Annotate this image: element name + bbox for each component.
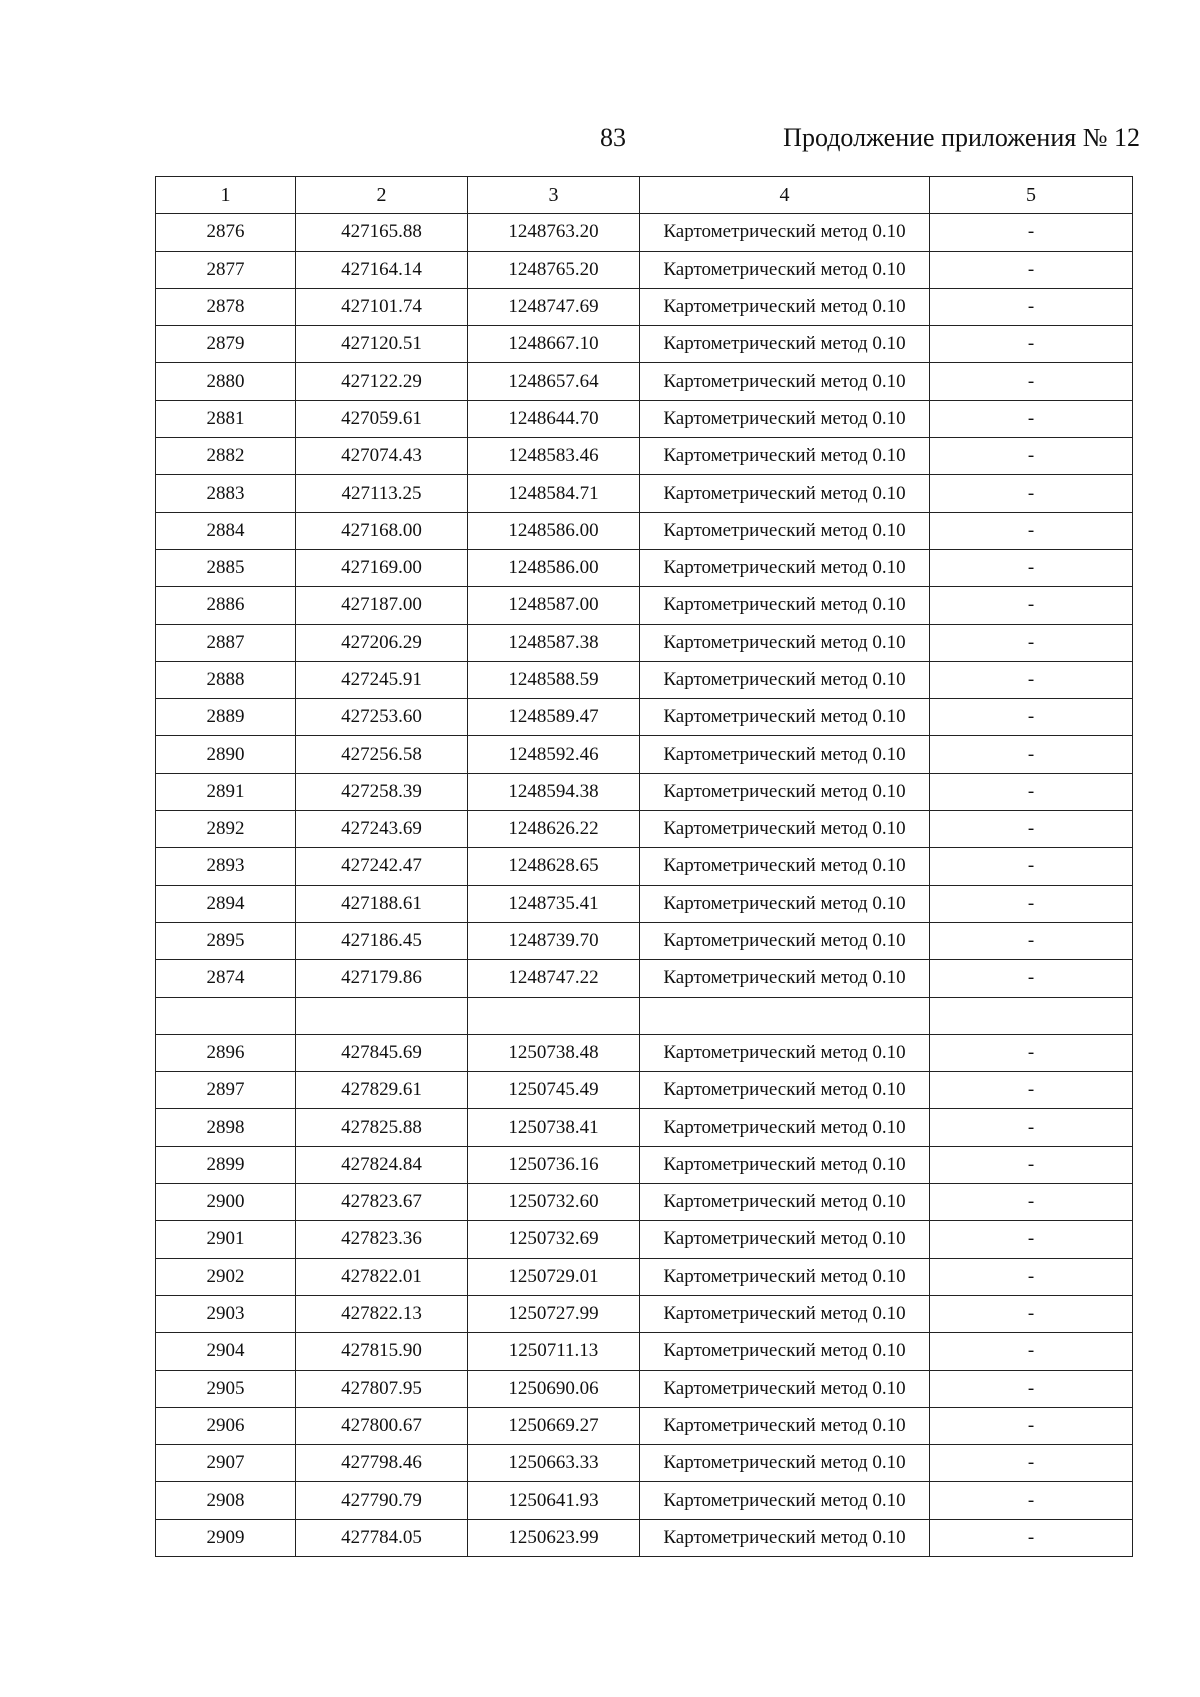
coordinate-y: 1250732.69 [468, 1221, 640, 1258]
method-accuracy: Картометрический метод 0.10 [640, 922, 930, 959]
separator-row [156, 997, 1133, 1034]
coordinate-y: 1250641.93 [468, 1482, 640, 1519]
point-number: 2895 [156, 922, 296, 959]
table-row [156, 1072, 1133, 1109]
table-row [156, 661, 1133, 698]
coordinate-y: 1250669.27 [468, 1407, 640, 1444]
empty-cell [640, 997, 930, 1034]
coordinate-x: 427256.58 [296, 736, 468, 773]
point-number: 2880 [156, 363, 296, 400]
description: - [930, 624, 1133, 661]
point-number: 2906 [156, 1407, 296, 1444]
empty-cell [468, 997, 640, 1034]
coordinate-x: 427823.36 [296, 1221, 468, 1258]
coordinate-y: 1248586.00 [468, 512, 640, 549]
coordinate-y: 1248588.59 [468, 661, 640, 698]
point-number: 2904 [156, 1333, 296, 1370]
method-accuracy: Картометрический метод 0.10 [640, 1445, 930, 1482]
description: - [930, 922, 1133, 959]
table-row [156, 400, 1133, 437]
coordinate-y: 1248765.20 [468, 251, 640, 288]
coordinate-y: 1248589.47 [468, 699, 640, 736]
point-number: 2909 [156, 1519, 296, 1556]
coordinate-x: 427800.67 [296, 1407, 468, 1444]
coordinate-x: 427186.45 [296, 922, 468, 959]
coordinate-x: 427822.01 [296, 1258, 468, 1295]
point-number: 2889 [156, 699, 296, 736]
point-number: 2877 [156, 251, 296, 288]
column-header: 2 [296, 177, 468, 214]
method-accuracy: Картометрический метод 0.10 [640, 773, 930, 810]
coordinate-x: 427120.51 [296, 326, 468, 363]
coordinate-y: 1248747.22 [468, 960, 640, 997]
method-accuracy: Картометрический метод 0.10 [640, 1407, 930, 1444]
coordinate-x: 427822.13 [296, 1295, 468, 1332]
method-accuracy: Картометрический метод 0.10 [640, 251, 930, 288]
table-row [156, 1295, 1133, 1332]
description: - [930, 1258, 1133, 1295]
coordinate-x: 427206.29 [296, 624, 468, 661]
point-number: 2881 [156, 400, 296, 437]
description: - [930, 1146, 1133, 1183]
coordinate-y: 1248592.46 [468, 736, 640, 773]
table-row [156, 1109, 1133, 1146]
coordinates-table [155, 176, 1133, 1557]
table-row [156, 512, 1133, 549]
point-number: 2890 [156, 736, 296, 773]
point-number: 2902 [156, 1258, 296, 1295]
table-row [156, 475, 1133, 512]
point-number: 2901 [156, 1221, 296, 1258]
description: - [930, 1445, 1133, 1482]
description: - [930, 811, 1133, 848]
table-row [156, 1184, 1133, 1221]
coordinate-y: 1250736.16 [468, 1146, 640, 1183]
method-accuracy: Картометрический метод 0.10 [640, 326, 930, 363]
page-header [600, 118, 1140, 158]
table-row [156, 624, 1133, 661]
coordinate-x: 427164.14 [296, 251, 468, 288]
method-accuracy: Картометрический метод 0.10 [640, 512, 930, 549]
table-row [156, 251, 1133, 288]
empty-cell [156, 997, 296, 1034]
table-body [156, 214, 1133, 1557]
coordinate-x: 427074.43 [296, 438, 468, 475]
description: - [930, 549, 1133, 586]
point-number: 2908 [156, 1482, 296, 1519]
coordinate-y: 1248626.22 [468, 811, 640, 848]
description: - [930, 1109, 1133, 1146]
description: - [930, 1519, 1133, 1556]
description: - [930, 363, 1133, 400]
method-accuracy: Картометрический метод 0.10 [640, 848, 930, 885]
table-row [156, 699, 1133, 736]
description: - [930, 848, 1133, 885]
coordinate-y: 1248587.00 [468, 587, 640, 624]
coordinate-x: 427169.00 [296, 549, 468, 586]
table-row [156, 1258, 1133, 1295]
coordinate-x: 427113.25 [296, 475, 468, 512]
point-number: 2887 [156, 624, 296, 661]
coordinate-x: 427188.61 [296, 885, 468, 922]
table-row [156, 438, 1133, 475]
point-number: 2878 [156, 288, 296, 325]
table-row [156, 960, 1133, 997]
coordinate-x: 427824.84 [296, 1146, 468, 1183]
description: - [930, 288, 1133, 325]
method-accuracy: Картометрический метод 0.10 [640, 960, 930, 997]
method-accuracy: Картометрический метод 0.10 [640, 587, 930, 624]
point-number: 2907 [156, 1445, 296, 1482]
coordinate-x: 427187.00 [296, 587, 468, 624]
method-accuracy: Картометрический метод 0.10 [640, 1034, 930, 1071]
point-number: 2900 [156, 1184, 296, 1221]
method-accuracy: Картометрический метод 0.10 [640, 438, 930, 475]
coordinate-x: 427165.88 [296, 214, 468, 251]
point-number: 2893 [156, 848, 296, 885]
method-accuracy: Картометрический метод 0.10 [640, 214, 930, 251]
method-accuracy: Картометрический метод 0.10 [640, 363, 930, 400]
coordinate-y: 1248657.64 [468, 363, 640, 400]
description: - [930, 326, 1133, 363]
coordinate-x: 427253.60 [296, 699, 468, 736]
coordinate-x: 427815.90 [296, 1333, 468, 1370]
coordinate-x: 427122.29 [296, 363, 468, 400]
description: - [930, 1333, 1133, 1370]
table-row [156, 1146, 1133, 1183]
coordinate-y: 1250729.01 [468, 1258, 640, 1295]
description: - [930, 1221, 1133, 1258]
method-accuracy: Картометрический метод 0.10 [640, 288, 930, 325]
description: - [930, 960, 1133, 997]
coordinate-x: 427101.74 [296, 288, 468, 325]
point-number: 2882 [156, 438, 296, 475]
description: - [930, 587, 1133, 624]
table-row [156, 1221, 1133, 1258]
method-accuracy: Картометрический метод 0.10 [640, 1370, 930, 1407]
column-header: 3 [468, 177, 640, 214]
coordinate-y: 1248628.65 [468, 848, 640, 885]
coordinate-y: 1248747.69 [468, 288, 640, 325]
coordinate-y: 1250690.06 [468, 1370, 640, 1407]
method-accuracy: Картометрический метод 0.10 [640, 1519, 930, 1556]
coordinate-x: 427825.88 [296, 1109, 468, 1146]
method-accuracy: Картометрический метод 0.10 [640, 699, 930, 736]
coordinate-x: 427179.86 [296, 960, 468, 997]
point-number: 2897 [156, 1072, 296, 1109]
coordinate-y: 1248584.71 [468, 475, 640, 512]
method-accuracy: Картометрический метод 0.10 [640, 1333, 930, 1370]
point-number: 2898 [156, 1109, 296, 1146]
point-number: 2888 [156, 661, 296, 698]
coordinate-y: 1250711.13 [468, 1333, 640, 1370]
description: - [930, 1034, 1133, 1071]
coordinate-y: 1250745.49 [468, 1072, 640, 1109]
point-number: 2896 [156, 1034, 296, 1071]
table-row [156, 848, 1133, 885]
point-number: 2903 [156, 1295, 296, 1332]
point-number: 2891 [156, 773, 296, 810]
description: - [930, 512, 1133, 549]
coordinate-y: 1248583.46 [468, 438, 640, 475]
coordinate-y: 1248667.10 [468, 326, 640, 363]
description: - [930, 475, 1133, 512]
table-row [156, 736, 1133, 773]
description: - [930, 438, 1133, 475]
description: - [930, 400, 1133, 437]
table-row [156, 1333, 1133, 1370]
method-accuracy: Картометрический метод 0.10 [640, 549, 930, 586]
coordinate-x: 427243.69 [296, 811, 468, 848]
method-accuracy: Картометрический метод 0.10 [640, 1295, 930, 1332]
point-number: 2874 [156, 960, 296, 997]
header-row [156, 177, 1133, 214]
method-accuracy: Картометрический метод 0.10 [640, 1258, 930, 1295]
method-accuracy: Картометрический метод 0.10 [640, 1184, 930, 1221]
description: - [930, 736, 1133, 773]
coordinate-x: 427798.46 [296, 1445, 468, 1482]
table-row [156, 1370, 1133, 1407]
point-number: 2883 [156, 475, 296, 512]
description: - [930, 214, 1133, 251]
coordinate-y: 1248739.70 [468, 922, 640, 959]
method-accuracy: Картометрический метод 0.10 [640, 811, 930, 848]
table-row [156, 326, 1133, 363]
column-header: 5 [930, 177, 1133, 214]
coordinate-x: 427845.69 [296, 1034, 468, 1071]
coordinate-x: 427829.61 [296, 1072, 468, 1109]
table-row [156, 922, 1133, 959]
table-row [156, 587, 1133, 624]
point-number: 2885 [156, 549, 296, 586]
table-row [156, 549, 1133, 586]
point-number: 2899 [156, 1146, 296, 1183]
description: - [930, 1072, 1133, 1109]
method-accuracy: Картометрический метод 0.10 [640, 1482, 930, 1519]
description: - [930, 1407, 1133, 1444]
method-accuracy: Картометрический метод 0.10 [640, 1146, 930, 1183]
description: - [930, 1370, 1133, 1407]
description: - [930, 699, 1133, 736]
method-accuracy: Картометрический метод 0.10 [640, 1072, 930, 1109]
description: - [930, 773, 1133, 810]
coordinate-y: 1248644.70 [468, 400, 640, 437]
description: - [930, 1184, 1133, 1221]
coordinate-x: 427790.79 [296, 1482, 468, 1519]
empty-cell [296, 997, 468, 1034]
coordinate-y: 1250727.99 [468, 1295, 640, 1332]
coordinate-x: 427242.47 [296, 848, 468, 885]
table-row [156, 363, 1133, 400]
coordinate-x: 427245.91 [296, 661, 468, 698]
continuation-title: Продолжение приложения № 12 [783, 123, 1140, 152]
coordinate-y: 1248735.41 [468, 885, 640, 922]
coordinate-x: 427807.95 [296, 1370, 468, 1407]
table-row [156, 1034, 1133, 1071]
table-row [156, 1445, 1133, 1482]
description: - [930, 1295, 1133, 1332]
coordinate-y: 1250738.41 [468, 1109, 640, 1146]
coordinate-y: 1250738.48 [468, 1034, 640, 1071]
coordinate-x: 427784.05 [296, 1519, 468, 1556]
point-number: 2905 [156, 1370, 296, 1407]
coordinate-y: 1248594.38 [468, 773, 640, 810]
empty-cell [930, 997, 1133, 1034]
method-accuracy: Картометрический метод 0.10 [640, 475, 930, 512]
method-accuracy: Картометрический метод 0.10 [640, 1109, 930, 1146]
table-row [156, 885, 1133, 922]
table-row [156, 288, 1133, 325]
page-number: 83 [600, 123, 626, 152]
description: - [930, 661, 1133, 698]
description: - [930, 885, 1133, 922]
coordinate-x: 427168.00 [296, 512, 468, 549]
coordinate-x: 427059.61 [296, 400, 468, 437]
method-accuracy: Картометрический метод 0.10 [640, 400, 930, 437]
coordinate-y: 1250663.33 [468, 1445, 640, 1482]
method-accuracy: Картометрический метод 0.10 [640, 624, 930, 661]
point-number: 2892 [156, 811, 296, 848]
point-number: 2876 [156, 214, 296, 251]
method-accuracy: Картометрический метод 0.10 [640, 1221, 930, 1258]
coordinate-x: 427258.39 [296, 773, 468, 810]
coordinate-x: 427823.67 [296, 1184, 468, 1221]
coordinate-y: 1250623.99 [468, 1519, 640, 1556]
point-number: 2884 [156, 512, 296, 549]
method-accuracy: Картометрический метод 0.10 [640, 885, 930, 922]
table-row [156, 773, 1133, 810]
coordinate-y: 1250732.60 [468, 1184, 640, 1221]
coordinate-y: 1248763.20 [468, 214, 640, 251]
point-number: 2894 [156, 885, 296, 922]
column-header: 1 [156, 177, 296, 214]
table-row [156, 811, 1133, 848]
table-row [156, 1482, 1133, 1519]
coordinate-y: 1248586.00 [468, 549, 640, 586]
point-number: 2879 [156, 326, 296, 363]
method-accuracy: Картометрический метод 0.10 [640, 736, 930, 773]
table-row [156, 1407, 1133, 1444]
description: - [930, 251, 1133, 288]
table-row [156, 1519, 1133, 1556]
method-accuracy: Картометрический метод 0.10 [640, 661, 930, 698]
description: - [930, 1482, 1133, 1519]
point-number: 2886 [156, 587, 296, 624]
table-row [156, 214, 1133, 251]
column-header: 4 [640, 177, 930, 214]
coordinate-y: 1248587.38 [468, 624, 640, 661]
